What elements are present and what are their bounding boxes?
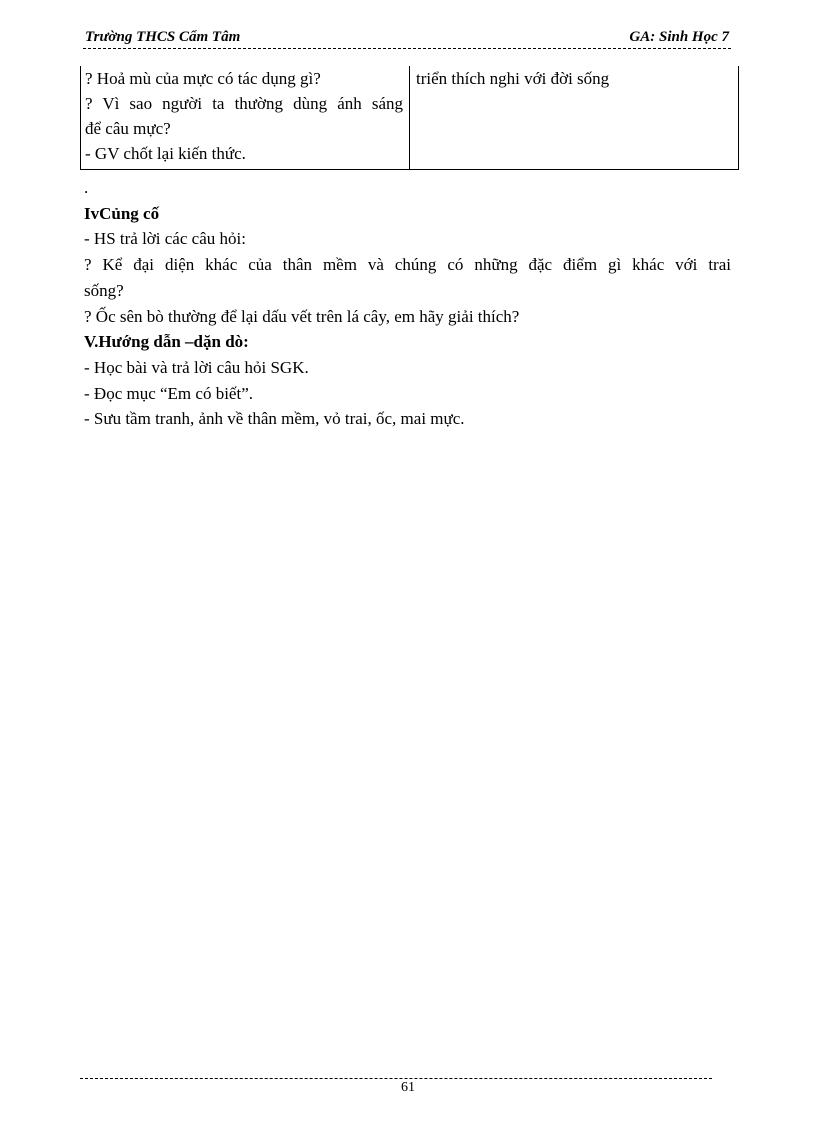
table-line: để câu mực? (85, 119, 171, 138)
subject-label: GA: Sinh Học 7 (629, 29, 729, 45)
school-name: Trường THCS Cẩm Tâm (85, 29, 241, 45)
separator-dot: . (84, 178, 89, 197)
column-divider (409, 66, 410, 169)
page-header (83, 28, 731, 49)
document-body (84, 175, 731, 432)
table-line: ? Hoả mù của mực có tác dụng gì? (85, 69, 321, 88)
table-line: - GV chốt lại kiến thức. (85, 144, 246, 163)
paragraph-line: ? Kể đại diện khác của thân mềm và chúng có những đặc điểm gì khác với trai (84, 255, 731, 275)
section-5-heading: V.Hướng dẫn –dặn dò: (84, 332, 249, 352)
table-cell-teacher-activity (85, 66, 403, 166)
lesson-table (80, 66, 739, 170)
footer-rule (80, 1078, 712, 1079)
paragraph-line: ? Ốc sên bò thường để lại dấu vết trên lá cây, em hãy giải thích? (84, 306, 520, 326)
paragraph-line: - Sưu tầm tranh, ảnh về thân mềm, vỏ trai, ốc, mai mực. (84, 409, 465, 429)
table-line: triển thích nghi với đời sống (416, 69, 610, 88)
section-4-heading: IvCủng cố (84, 203, 160, 223)
table-cell-content (416, 66, 609, 91)
paragraph-line: - Học bài và trả lời câu hỏi SGK. (84, 357, 309, 377)
paragraph-line: sống? (84, 280, 124, 300)
page-number: 61 (401, 1080, 415, 1095)
paragraph-line: - HS trả lời các câu hỏi: (84, 229, 246, 249)
paragraph-line: - Đọc mục “Em có biết”. (84, 383, 253, 403)
table-line: ? Vì sao người ta thường dùng ánh sáng (85, 94, 403, 113)
